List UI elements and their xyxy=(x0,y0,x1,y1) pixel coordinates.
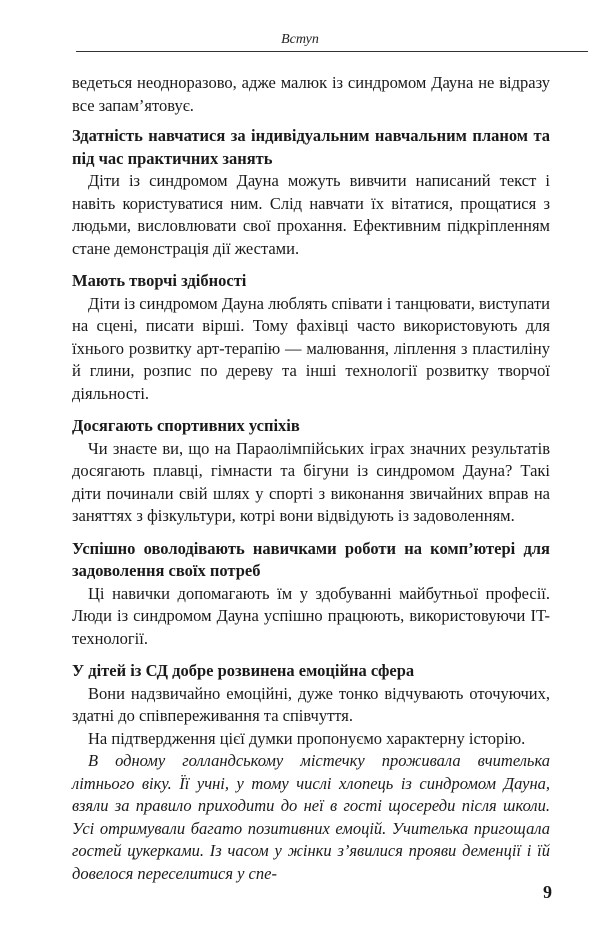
section-heading: Успішно оволодівають навичками роботи на комп’ютері для задоволення своїх потреб xyxy=(72,538,550,580)
header-title: Вступ xyxy=(281,32,319,47)
story-paragraph: В одному голландському містечку проживала вчителька літнього віку. Її учні, у тому числі хлопець із синдромом Дауна, взяли за правило приходити до неї в гості щосереди після школи. Усі отримували багато позитивних емоцій. Учителька пригощала гостей цукерками. Із часом у жінки з’явилися прояви деменції і їй довелося переселитися у спе- xyxy=(72,751,550,883)
paragraph: На підтвердження цієї думки пропонуємо характерну історію. xyxy=(88,728,526,748)
section-heading: У дітей із СД добре розвинена емоційна сфера xyxy=(72,661,415,680)
page-number: 9 xyxy=(543,882,552,902)
running-header xyxy=(0,30,600,56)
section-heading: Мають творчі здібності xyxy=(72,271,247,290)
paragraph: Чи знаєте ви, що на Параолімпійських іграх значних результатів досягають плавці, гімнасти та бігуни із синдромом Дауна? Такі діти починали свій шлях у спорті з виконання звичайних вправ на заняттях з фізкультури, котрі вони відвідують із задоволенням. xyxy=(72,438,550,525)
section-heading: Досягають спортивних успіхів xyxy=(72,416,300,435)
section-heading: Здатність навчатися за індивідуальним навчальним планом та під час практичних занять xyxy=(72,126,550,168)
paragraph: Вони надзвичайно емоційні, дуже тонко відчувають оточуючих, здатні до співпереживання та співчуття. xyxy=(72,683,550,725)
page-body xyxy=(72,72,550,885)
paragraph: Діти із синдромом Дауна можуть вивчити написаний текст і навіть користуватися ним. Слід навчати їх вітатися, прощатися з людьми, висловлювати свої прохання. Ефективним підкріпленням стане демонстрація дії жестами. xyxy=(72,171,550,258)
header-rule xyxy=(76,51,588,52)
paragraph: Ці навички допомагають їм у здобуванні майбутньої професії. Люди із синдромом Дауна успішно працюють, використовуючи IT-технології. xyxy=(72,583,550,648)
paragraph: ведеться неодноразово, адже малюк із синдромом Дауна не відразу все запам’ятовує. xyxy=(72,73,550,115)
paragraph: Діти із синдромом Дауна люблять співати і танцювати, виступати на сцені, писати вірші. Тому фахівці часто використовують для їхнього розвитку арт-терапію — малювання, ліплення з пластиліну й глини, розпис по дереву та інші технології розвитку творчої діяльності. xyxy=(72,293,550,403)
